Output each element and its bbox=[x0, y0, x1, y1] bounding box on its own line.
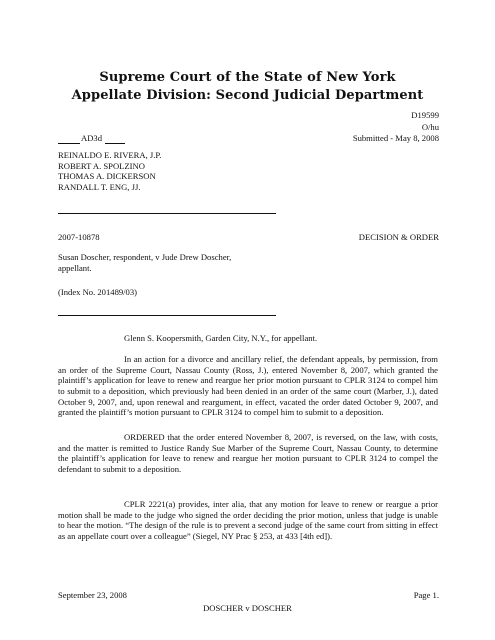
docket-code: D19599 bbox=[411, 110, 439, 120]
divider-line bbox=[58, 213, 276, 214]
court-name: Supreme Court of the State of New York bbox=[99, 70, 396, 85]
counsel-line: Glenn S. Koopersmith, Garden City, N.Y., for appellant. bbox=[124, 333, 318, 343]
justice-name: REINALDO E. RIVERA, J.P. bbox=[58, 150, 162, 160]
submitted-date: Submitted - May 8, 2008 bbox=[352, 133, 439, 143]
body-paragraph bbox=[58, 499, 438, 542]
footer-date: September 23, 2008 bbox=[58, 590, 127, 600]
divider-line bbox=[58, 315, 276, 316]
justices-block bbox=[58, 150, 161, 193]
paragraph-text: In an action for a divorce and ancillary relief, the defendant appeals, by permission, from an order of the Supreme Court, Nassau County (Ross, J.), entered November 8, 2007, which granted the plaintiff’s application for leave to renew and reargue her prior motion pursuant to CPLR 3124 to compel him to submit to a deposition, which previously had been denied in an order of the same court (Marber, J.), dated October 9, 2007, and, upon renewal and reargument, in effect, vacated the order dated October 9, 2007, and granted the plaintiff’s motion pursuant to CPLR 3124 to compel him to submit to a deposition. bbox=[58, 354, 438, 418]
initials: O/hu bbox=[421, 122, 439, 132]
caption-line: Susan Doscher, respondent, v Jude Drew Doscher, bbox=[58, 252, 232, 262]
footer-short-title: DOSCHER v DOSCHER bbox=[203, 603, 292, 613]
volume-underline-right bbox=[105, 143, 125, 144]
paragraph-text: ORDERED that the order entered November 8, 2007, is reversed, on the law, with costs, and the matter is remitted to Justice Randy Sue Marber of the Supreme Court, Nassau County, to determine the plaintiff’s application for leave to renew and reargue her motion pursuant to CPLR 3124 to compel the defendant to submit to a deposition. bbox=[58, 432, 438, 474]
court-division: Appellate Division: Second Judicial Department bbox=[71, 88, 424, 103]
volume-underline-left bbox=[58, 143, 80, 144]
caption-line: appellant. bbox=[58, 262, 92, 273]
justice-name: ROBERT A. SPOLZINO bbox=[58, 160, 145, 171]
volume-label: AD3d bbox=[81, 133, 103, 143]
justice-name: THOMAS A. DICKERSON bbox=[58, 171, 156, 182]
case-number: 2007-10878 bbox=[58, 232, 100, 242]
body-paragraph bbox=[58, 354, 438, 418]
index-number: (Index No. 201489/03) bbox=[58, 287, 138, 297]
decision-type: DECISION & ORDER bbox=[358, 232, 439, 242]
justice-name: RANDALL T. ENG, JJ. bbox=[58, 181, 141, 192]
page-number: Page 1. bbox=[413, 590, 439, 600]
case-caption bbox=[58, 252, 231, 273]
body-paragraph bbox=[58, 432, 438, 475]
paragraph-text: CPLR 2221(a) provides, inter alia, that any motion for leave to renew or reargue a prior motion shall be made to the judge who signed the order deciding the prior motion, unless that judge is unable to hear the motion. “The design of the rule is to prevent a second judge of the same court from sitting in effect as an appellate court over a colleague” (Siegel, NY Prac § 253, at 433 [4th ed]). bbox=[58, 499, 438, 541]
